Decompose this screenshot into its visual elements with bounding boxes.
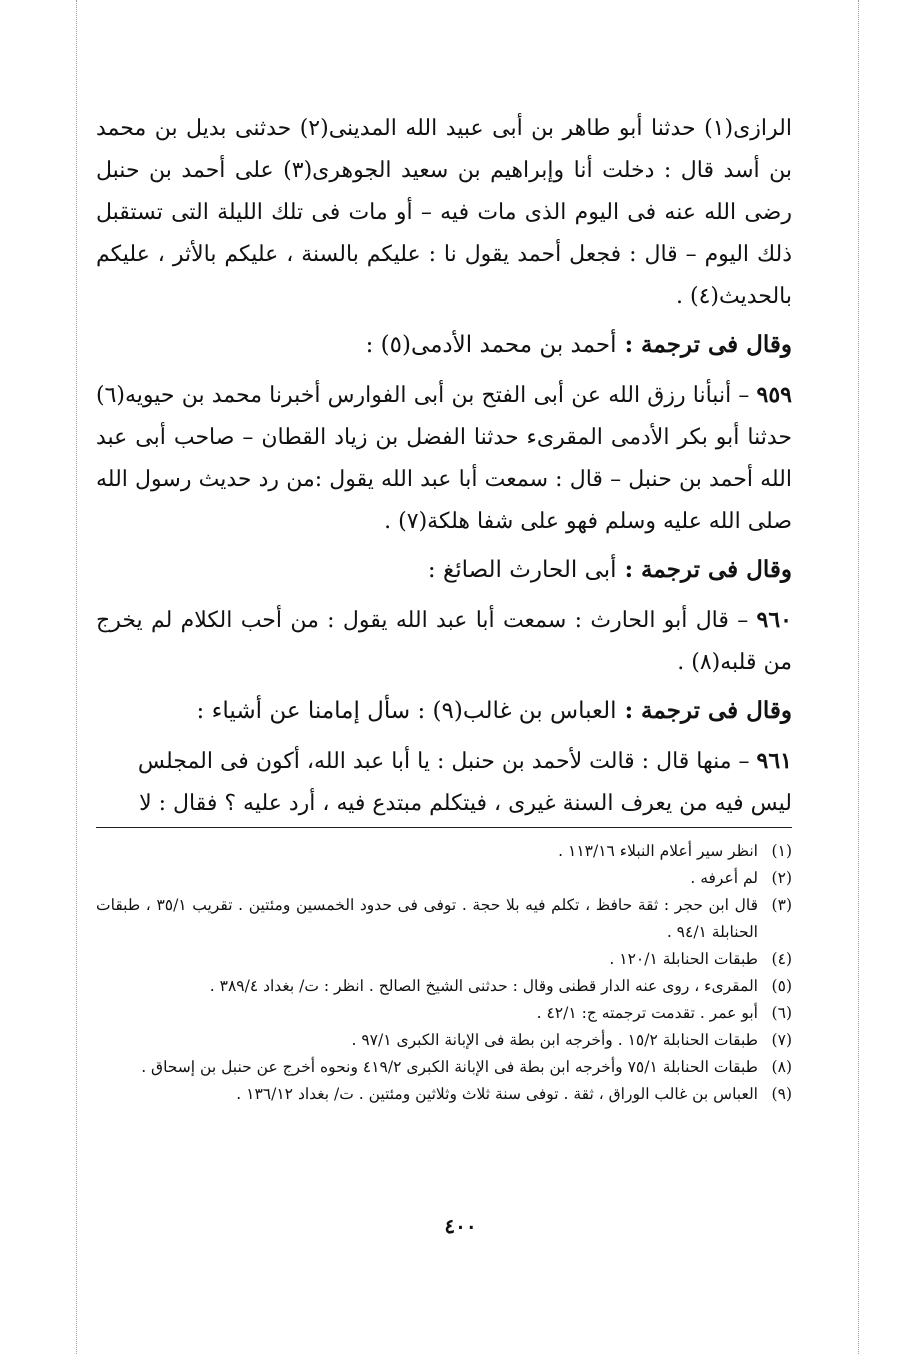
scan-edge-right bbox=[858, 0, 859, 1354]
entry-number: ٩٥٩ bbox=[756, 382, 792, 408]
entry-number: ٩٦٠ bbox=[756, 607, 792, 633]
footnote bbox=[96, 1081, 792, 1108]
paragraph-opening: الرازى(١) حدثنا أبو طاهر بن أبى عبيد الله المدينى(٢) حدثنى بديل بن محمد بن أسد قال : دخلت أنا وإبراهيم بن سعيد الجوهرى(٣) على أحمد بن حنبل رضى الله عنه فى اليوم الذى مات فيه – أو مات فى تلك الليلة التى تستقبل ذلك اليوم – قال : فجعل أحمد يقول نا : عليكم بالسنة ، عليكم بالأثر ، عليكم بالحديث(٤) . bbox=[96, 116, 792, 309]
footnote-text: قال ابن حجر : ثقة حافظ ، تكلم فيه بلا حجة . توفى فى حدود الخمسين ومئتين . تقريب ٣٥/١ ، طبقات الحنابلة ٩٤/١ . bbox=[96, 896, 758, 941]
footnote-text: طبقات الحنابلة ٧٥/١ وأخرجه ابن بطة فى الإبانة الكبرى ٤١٩/٢ ونحوه أخرج عن حنبل بن إسحاق . bbox=[141, 1058, 758, 1076]
footnote bbox=[96, 1000, 792, 1027]
footnote bbox=[96, 865, 792, 892]
paragraph-959 bbox=[96, 374, 792, 543]
footnote-marker: (٦) bbox=[771, 1004, 792, 1022]
heading-subject: أبى الحارث الصائغ : bbox=[427, 557, 617, 583]
footnote-text: العباس بن غالب الوراق ، ثقة . توفى سنة ثلاث وثلاثين ومئتين . ت/ بغداد ١٣٦/١٢ . bbox=[236, 1085, 758, 1103]
footnote-text: طبقات الحنابلة ١٢٠/١ . bbox=[609, 950, 758, 968]
page-body bbox=[96, 108, 792, 1108]
footnote-text: لم أعرفه . bbox=[690, 869, 758, 887]
footnote-text: المقرىء ، روى عنه الدار قطنى وقال : حدثنى الشيخ الصالح . انظر : ت/ بغداد ٣٨٩/٤ . bbox=[209, 977, 758, 995]
footnote-text: طبقات الحنابلة ١٥/٢ . وأخرجه ابن بطة فى الإبانة الكبرى ٩٧/١ . bbox=[351, 1031, 758, 1049]
footnote bbox=[96, 1054, 792, 1081]
section-heading-abbas bbox=[96, 690, 792, 732]
footnote-marker: (٥) bbox=[771, 977, 792, 995]
footnote bbox=[96, 973, 792, 1000]
section-heading-harith bbox=[96, 549, 792, 591]
entry-text-continued: ليس فيه من يعرف السنة غيرى ، فيتكلم مبتدع فيه ، أرد عليه ؟ فقال : لا bbox=[96, 783, 792, 828]
entry-text: – منها قال : قالت لأحمد بن حنبل : يا أبا عبد الله، أكون فى المجلس bbox=[137, 749, 750, 774]
footnote bbox=[96, 892, 792, 946]
footnote-marker: (٢) bbox=[771, 869, 792, 887]
scan-edge-left bbox=[76, 0, 77, 1354]
paragraph-960 bbox=[96, 599, 792, 684]
entry-text: – أنبأنا رزق الله عن أبى الفتح بن أبى الفوارس أخبرنا محمد بن حيويه(٦) حدثنا أبو بكر الأدمى المقرىء حدثنا الفضل بن زياد القطان – صاحب أبى عبد الله أحمد بن حنبل – قال : سمعت أبا عبد الله يقول :من رد حديث رسول الله صلى الله عليه وسلم فهو على شفا هلكة(٧) . bbox=[96, 383, 792, 534]
footnote bbox=[96, 1027, 792, 1054]
footnote bbox=[96, 946, 792, 973]
footnote-marker: (٣) bbox=[771, 896, 792, 914]
heading-lead: وقال فى ترجمة : bbox=[624, 331, 792, 358]
footnotes bbox=[96, 838, 792, 1108]
footnote-marker: (٧) bbox=[771, 1031, 792, 1049]
footnote-text: أبو عمر . تقدمت ترجمته ج: ٤٢/١ . bbox=[536, 1004, 758, 1022]
heading-lead: وقال فى ترجمة : bbox=[624, 556, 792, 583]
page-number: ٤٠٠ bbox=[444, 1214, 477, 1238]
footnote-marker: (١) bbox=[771, 842, 792, 860]
footnote-marker: (٤) bbox=[771, 950, 792, 968]
footnote-marker: (٩) bbox=[771, 1085, 792, 1103]
entry-number: ٩٦١ bbox=[756, 748, 792, 774]
section-heading-admi bbox=[96, 324, 792, 366]
entry-text: – قال أبو الحارث : سمعت أبا عبد الله يقول : من أحب الكلام لم يخرج من قلبه(٨) . bbox=[96, 608, 792, 675]
footnote-marker: (٨) bbox=[771, 1058, 792, 1076]
heading-subject: العباس بن غالب(٩) : سأل إمامنا عن أشياء : bbox=[196, 698, 617, 724]
paragraph-961 bbox=[96, 740, 792, 828]
heading-subject: أحمد بن محمد الأدمى(٥) : bbox=[365, 332, 617, 358]
footnote bbox=[96, 838, 792, 865]
footnote-text: انظر سير أعلام النبلاء ١١٣/١٦ . bbox=[558, 842, 758, 860]
heading-lead: وقال فى ترجمة : bbox=[624, 697, 792, 724]
